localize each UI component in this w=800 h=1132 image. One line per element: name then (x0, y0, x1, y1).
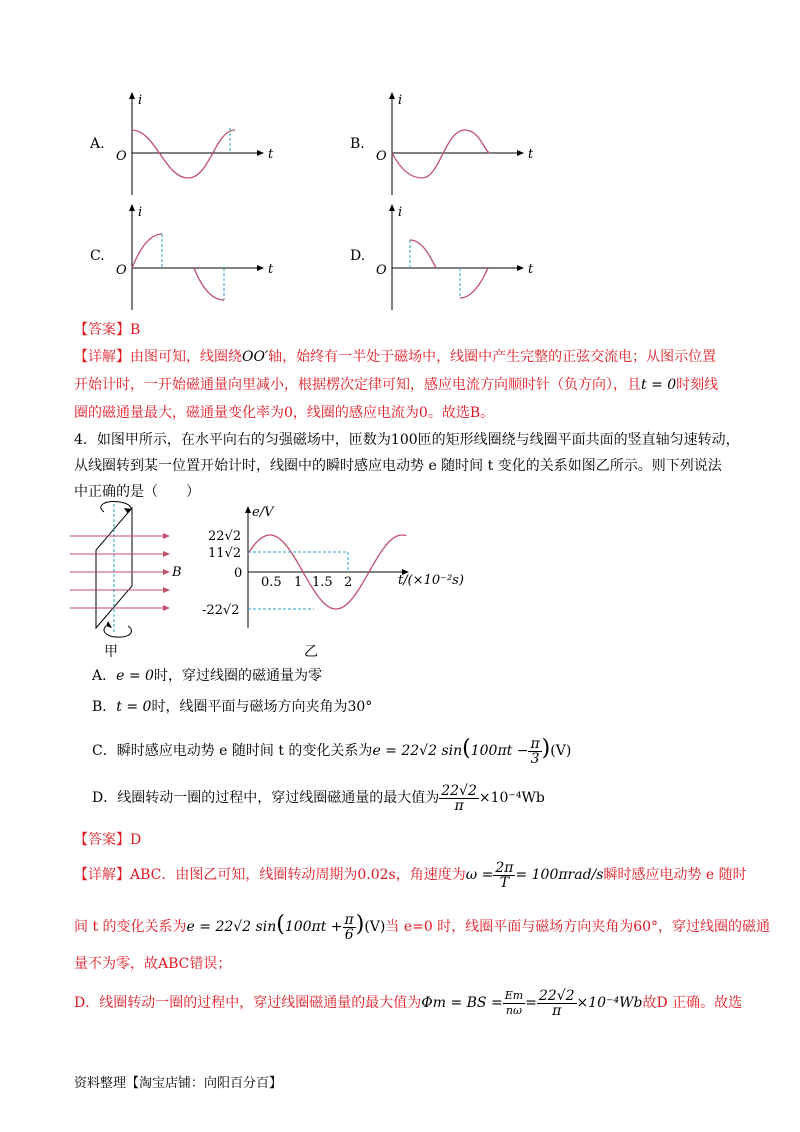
t0-symbol: t = 0 (641, 377, 677, 393)
option-text: 时，线圈平面与磁场方向夹角为30° (151, 699, 373, 715)
origin-label: O (116, 263, 127, 278)
ytick-top: 22√2 (208, 529, 242, 544)
unit: ×10⁻⁴Wb (576, 995, 643, 1011)
detail-text: D．线圈转动一圈的过程中，穿过线圈磁通量的最大值为 (74, 995, 422, 1011)
q4-answer (74, 830, 141, 850)
figure-yi (200, 500, 490, 664)
option-c: C．瞬时感应电动势 e 随时间 t 的变化关系为e = 22√2 sin(100πt − $\frac{\pi}{3}$ )(V) (92, 735, 572, 767)
xtick-2: 2 (344, 575, 353, 590)
axis-i-label: i (138, 93, 143, 108)
answer-value: D (130, 832, 142, 848)
unit: (V) (364, 919, 386, 935)
formula: 100πt + (284, 919, 343, 935)
option-text: 瞬时感应电动势 e 随时间 t 的变化关系为 (116, 743, 373, 759)
q4-detail-line1 (74, 860, 747, 890)
q4-stem-line3: 中正确的是（ ） (74, 484, 200, 500)
condition: t = 0 (116, 699, 152, 715)
fraction: $\frac{\pi}{6}$ (344, 911, 354, 943)
axis-t-label: t (528, 147, 534, 162)
q4-detail-line2: 间 t 的变化关系为e = 22√2 sin(100πt + $\frac{\pi}{6}$ )(V)当 e=0 时，线圈平面与磁场方向夹角为60°，穿过线圈的磁通 (74, 911, 771, 943)
option-text: 线圈转动一圈的过程中，穿过线圈磁通量的最大值为 (117, 790, 440, 806)
detail-text: 轴，始终有一半处于磁场中，线圈中产生完整的正弦交流电；从图示位置 (268, 349, 717, 365)
figure-jia-svg (66, 500, 186, 660)
xlabel: t/(×10⁻²s) (398, 573, 464, 588)
fraction: $\frac{22√2}{\pi}$ (538, 987, 575, 1019)
formula: = (525, 995, 537, 1011)
xtick-1-5: 1.5 (312, 575, 333, 590)
footer: 资料整理【淘宝店铺：向阳百分百】 (74, 1076, 283, 1091)
axis-i-label: i (398, 205, 403, 220)
detail-text: ABC．由图乙可知，线圈转动周期为0.02s，角速度为 (130, 867, 466, 883)
answer-label: 【答案】 (74, 832, 130, 848)
option-letter: D． (92, 790, 118, 806)
fraction: $\frac{\pi}{3}$ (530, 735, 540, 767)
option-letter: B. (350, 136, 365, 152)
q4-detail-line4 (74, 988, 742, 1018)
option-letter: B． (92, 699, 117, 715)
ytick-mid: 11√2 (208, 546, 242, 561)
detail-label: 【详解】 (74, 349, 130, 365)
axis-t-label: t (528, 262, 534, 277)
detail-text: 开始计时，一开始磁通量向里减小，根据楞次定律可知，感应电流方向顺时针（负方向），且 (74, 377, 641, 393)
formula: e = 22√2 sin (372, 743, 463, 759)
figure-jia-label: 甲 (104, 644, 118, 660)
detail-text: 间 t 的变化关系为 (74, 919, 187, 935)
q4-stem-line1: 4．如图甲所示，在水平向右的匀强磁场中，匝数为100匝的矩形线圈绕与线圈平面共面的竖直轴匀速转动， (74, 432, 740, 448)
detail-text: 瞬时感应电动势 e 随时 (603, 867, 747, 883)
origin-label: O (116, 149, 127, 164)
formula: 100πt − (470, 743, 529, 759)
axis-symbol: OO′ (242, 349, 269, 365)
unit: ×10⁻⁴Wb (478, 790, 545, 806)
origin-label: O (376, 263, 387, 278)
option-letter: C. (90, 248, 105, 264)
graph-a-svg (110, 90, 290, 200)
ytick-bottom: -22√2 (202, 603, 240, 618)
detail-text: 时刻线 (676, 377, 719, 393)
formula: Φm = BS = (421, 995, 503, 1011)
q3-answer (74, 320, 140, 340)
detail-label: 【详解】 (74, 867, 130, 883)
origin: 0 (234, 566, 243, 581)
graph-d-svg (370, 200, 550, 312)
detail-text: 当 e=0 时，线圈平面与磁场方向夹角为60°，穿过线圈的磁通 (385, 919, 771, 935)
unit: (V) (550, 743, 572, 759)
detail-text: 由图可知，线圈绕 (130, 349, 242, 365)
formula: ω = (465, 867, 494, 883)
answer-value: B (130, 322, 141, 338)
detail-text: 圈的磁通量最大，磁通量变化率为0，线圈的感应电流为0。故选B。 (74, 405, 495, 421)
option-a (92, 666, 322, 686)
option-letter: A． (92, 668, 117, 684)
fraction: $\frac{Em}{n\omega}$ (504, 988, 524, 1017)
option-letter: A. (90, 136, 105, 152)
option-d (92, 783, 545, 813)
q3-detail-line2 (74, 375, 718, 395)
option-letter: C． (92, 743, 117, 759)
xtick-0-5: 0.5 (261, 575, 282, 590)
option-b (92, 697, 372, 717)
ylabel: e/V (252, 505, 274, 520)
axis-i-label: i (138, 205, 143, 220)
q3-detail-line1 (74, 347, 716, 367)
detail-text: 故D 正确。故选 (642, 995, 743, 1011)
option-text: 时，穿过线圈的磁通量为零 (153, 668, 322, 684)
fraction: $\frac{2\pi}{T}$ (495, 859, 514, 891)
q4-stem-line2: 从线圈转到某一位置开始计时，线圈中的瞬时感应电动势 e 随时间 t 变化的关系如图乙所示。则下列说法 (74, 458, 722, 474)
axis-t-label: t (268, 147, 274, 162)
figure-jia (66, 500, 186, 664)
graph-c-svg (110, 200, 290, 312)
axis-t-label: t (268, 262, 274, 277)
xtick-1: 1 (294, 575, 303, 590)
condition: e = 0 (116, 668, 154, 684)
field-b-label: B (172, 565, 182, 580)
q4-detail-line3: 量不为零，故ABC错误； (74, 956, 232, 972)
q3-detail-line3 (74, 403, 494, 423)
figure-yi-label: 乙 (304, 644, 318, 660)
formula: = 100πrad/s (515, 867, 604, 883)
formula: e = 22√2 sin (186, 919, 277, 935)
option-letter: D. (350, 248, 366, 264)
graph-b-svg (370, 90, 550, 200)
fraction: $\frac{22√2}{\pi}$ (441, 782, 477, 814)
origin-label: O (376, 149, 387, 164)
answer-label: 【答案】 (74, 322, 130, 338)
axis-i-label: i (398, 93, 403, 108)
figure-yi-svg (200, 500, 490, 660)
